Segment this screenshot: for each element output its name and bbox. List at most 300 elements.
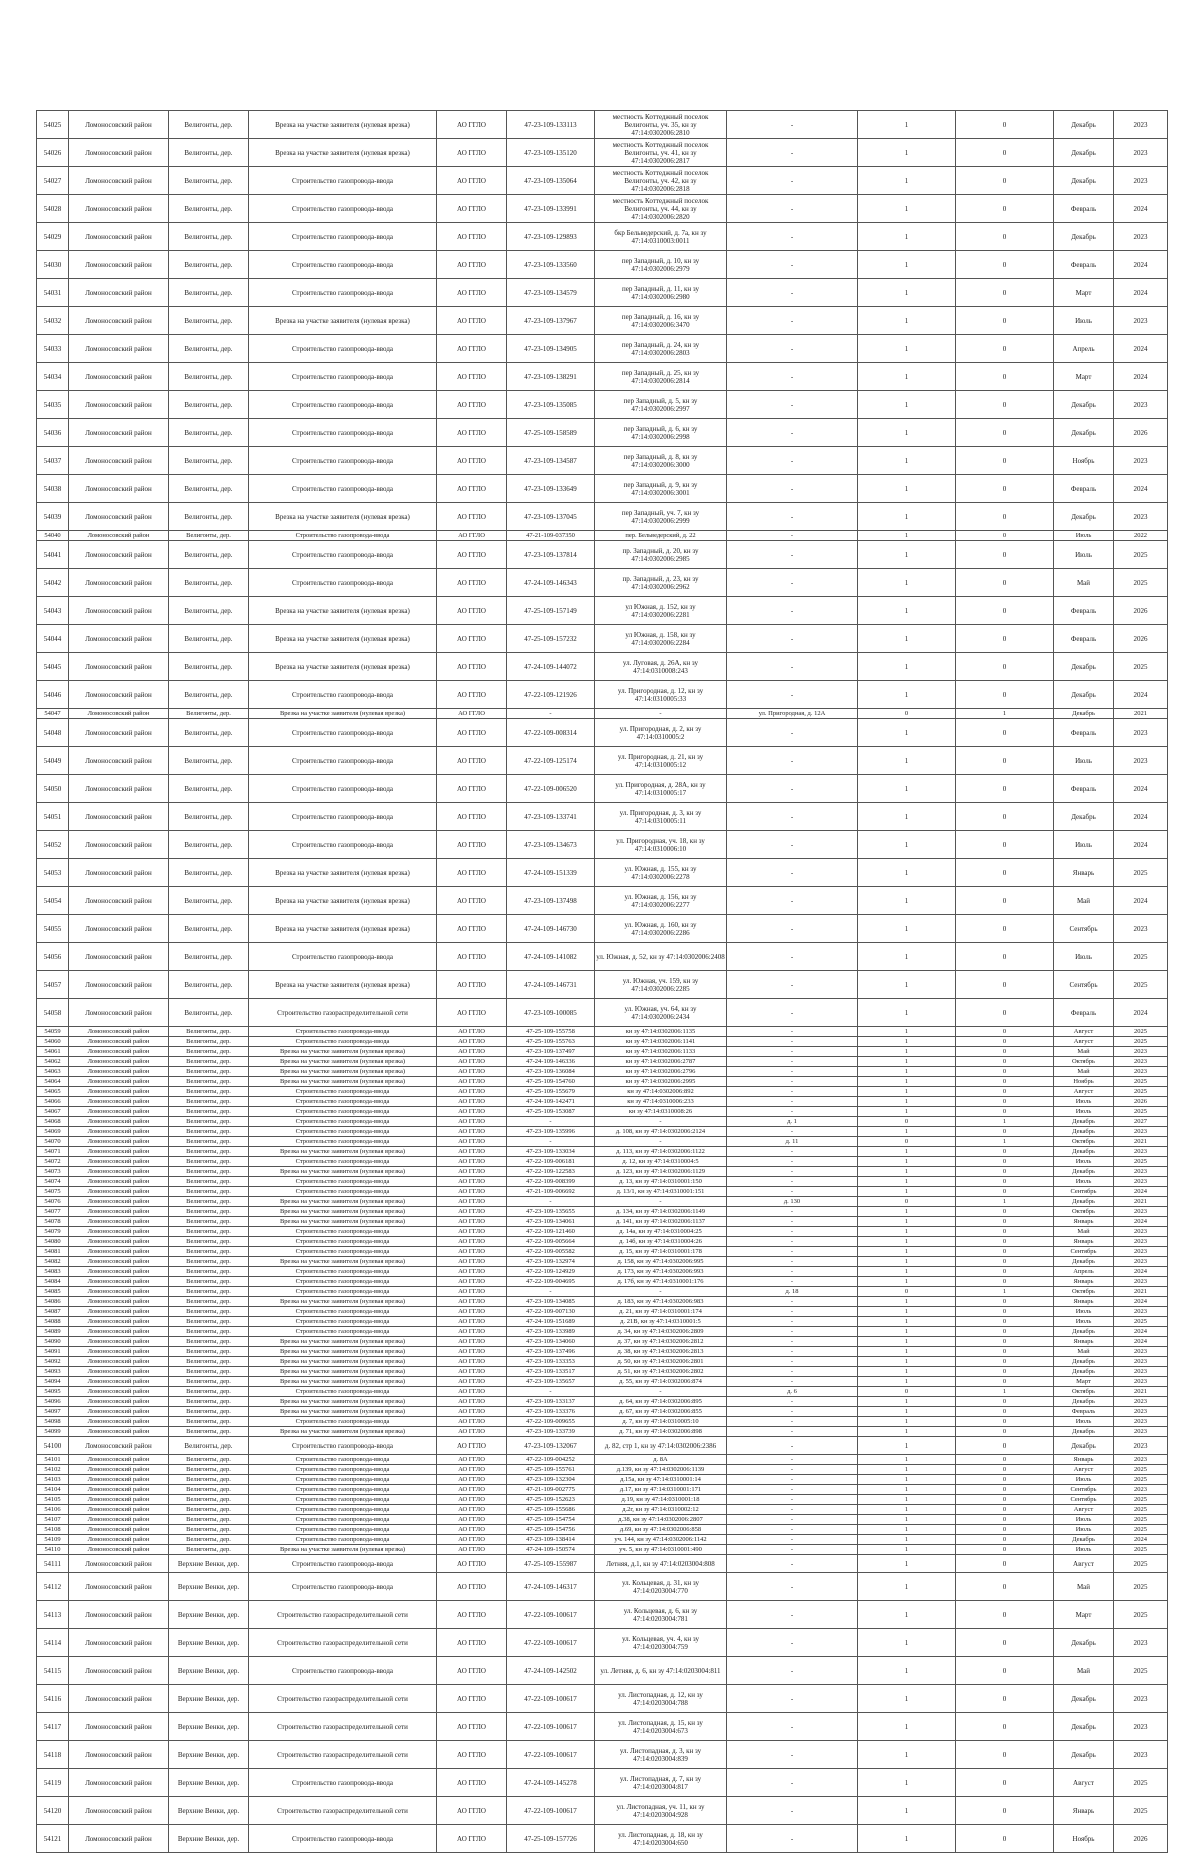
cell-address: д. 21В, кн зу 47:14:0310001:5 [595, 1317, 727, 1327]
cell-organization: АО ГГЛО [437, 1247, 507, 1257]
cell-work-type: Врезка на участке заявителя (нулевая врезка) [249, 1377, 437, 1387]
cell-application-no: 47-22-109-122583 [507, 1167, 595, 1177]
table-row [37, 1227, 1168, 1237]
cell-year: 2025 [1114, 1555, 1168, 1573]
cell-work-type: Строительство газопровода-ввода [249, 1515, 437, 1525]
cell-address: ул. Летняя, д. 6, кн зу 47:14:0203004:811 [595, 1657, 727, 1685]
cell-count-b: 0 [956, 195, 1054, 223]
cell-application-no: 47-25-109-153087 [507, 1107, 595, 1117]
cell-work-type: Строительство газопровода-ввода [249, 1825, 437, 1853]
cell-organization: АО ГГЛО [437, 1417, 507, 1427]
cell-id: 54096 [37, 1397, 69, 1407]
cell-count-a: 1 [858, 1167, 956, 1177]
cell-count-a: 1 [858, 1357, 956, 1367]
table-row [37, 1277, 1168, 1287]
cell-year: 2025 [1114, 1495, 1168, 1505]
cell-work-type: Врезка на участке заявителя (нулевая врезка) [249, 1057, 437, 1067]
cell-district: Ломоносовский район [69, 943, 169, 971]
cell-note: - [727, 1515, 858, 1525]
cell-id: 54110 [37, 1545, 69, 1555]
cell-address: д.139, кн зу 47:14:0302006:1139 [595, 1465, 727, 1475]
cell-address: кн зу 47:14:0302006:2787 [595, 1057, 727, 1067]
cell-count-a: 1 [858, 1515, 956, 1525]
cell-application-no: 47-25-109-152623 [507, 1495, 595, 1505]
cell-count-b: 0 [956, 1267, 1054, 1277]
cell-application-no: 47-22-109-004695 [507, 1277, 595, 1287]
cell-address: - [595, 1117, 727, 1127]
cell-count-a: 1 [858, 531, 956, 541]
cell-note: - [727, 1685, 858, 1713]
cell-application-no: 47-23-109-137814 [507, 541, 595, 569]
cell-year: 2023 [1114, 1417, 1168, 1427]
cell-work-type: Строительство газопровода-ввода [249, 1187, 437, 1197]
cell-organization: АО ГГЛО [437, 1197, 507, 1207]
cell-locality: Велигонты, дер. [169, 419, 249, 447]
cell-month: Май [1054, 1047, 1114, 1057]
cell-count-a: 1 [858, 1227, 956, 1237]
cell-id: 54085 [37, 1287, 69, 1297]
cell-month: Декабрь [1054, 653, 1114, 681]
cell-organization: АО ГГЛО [437, 1237, 507, 1247]
cell-address: д. 13, кн зу 47:14:0310001:150 [595, 1177, 727, 1187]
table-row [37, 803, 1168, 831]
cell-note: - [727, 1247, 858, 1257]
cell-id: 54100 [37, 1437, 69, 1455]
cell-address: пер Западный, д. 16, кн зу 47:14:0302006:3470 [595, 307, 727, 335]
cell-count-b: 0 [956, 1107, 1054, 1117]
cell-application-no: 47-24-109-146730 [507, 915, 595, 943]
cell-id: 54075 [37, 1187, 69, 1197]
cell-month: Декабрь [1054, 1147, 1114, 1157]
cell-year: 2025 [1114, 1769, 1168, 1797]
cell-count-b: 0 [956, 279, 1054, 307]
cell-year: 2025 [1114, 541, 1168, 569]
cell-district: Ломоносовский район [69, 1227, 169, 1237]
cell-locality: Велигонты, дер. [169, 111, 249, 139]
cell-address: д. 14а, кн зу 47:14:0310004:25 [595, 1227, 727, 1237]
cell-year: 2025 [1114, 1157, 1168, 1167]
cell-count-b: 0 [956, 1573, 1054, 1601]
cell-id: 54097 [37, 1407, 69, 1417]
cell-application-no: 47-23-109-133560 [507, 251, 595, 279]
cell-address: кн зу 47:14:0302006:2995 [595, 1077, 727, 1087]
cell-district: Ломоносовский район [69, 195, 169, 223]
cell-address: - [595, 1287, 727, 1297]
cell-id: 54041 [37, 541, 69, 569]
cell-address: д. 34, кн зу 47:14:0302006:2809 [595, 1327, 727, 1337]
gasification-table [36, 110, 1168, 1853]
cell-note: - [727, 1347, 858, 1357]
cell-month: Декабрь [1054, 1713, 1114, 1741]
cell-organization: АО ГГЛО [437, 1087, 507, 1097]
cell-district: Ломоносовский район [69, 335, 169, 363]
cell-application-no: 47-25-109-154754 [507, 1515, 595, 1525]
cell-count-b: 0 [956, 1087, 1054, 1097]
table-row [37, 971, 1168, 999]
cell-year: 2025 [1114, 1317, 1168, 1327]
cell-count-b: 0 [956, 1475, 1054, 1485]
cell-work-type: Врезка на участке заявителя (нулевая врезка) [249, 653, 437, 681]
cell-month: Апрель [1054, 335, 1114, 363]
cell-work-type: Строительство газопровода-ввода [249, 1267, 437, 1277]
cell-note: - [727, 1217, 858, 1227]
cell-organization: АО ГГЛО [437, 251, 507, 279]
cell-work-type: Врезка на участке заявителя (нулевая врезка) [249, 971, 437, 999]
cell-work-type: Врезка на участке заявителя (нулевая врезка) [249, 625, 437, 653]
cell-note: - [727, 1047, 858, 1057]
cell-month: Май [1054, 1227, 1114, 1237]
cell-month: Февраль [1054, 475, 1114, 503]
cell-locality: Велигонты, дер. [169, 719, 249, 747]
cell-year: 2025 [1114, 1465, 1168, 1475]
cell-address: ул Южная, д. 152, кн зу 47:14:0302006:2281 [595, 597, 727, 625]
cell-count-a: 1 [858, 391, 956, 419]
cell-application-no: 47-22-109-121460 [507, 1227, 595, 1237]
cell-work-type: Строительство газопровода-ввода [249, 1107, 437, 1117]
cell-count-b: 0 [956, 859, 1054, 887]
cell-count-b: 0 [956, 653, 1054, 681]
cell-id: 54076 [37, 1197, 69, 1207]
cell-id: 54031 [37, 279, 69, 307]
table-row [37, 1167, 1168, 1177]
cell-note: - [727, 1545, 858, 1555]
cell-district: Ломоносовский район [69, 915, 169, 943]
cell-month: Февраль [1054, 597, 1114, 625]
cell-count-a: 1 [858, 1437, 956, 1455]
cell-work-type: Строительство газопровода-ввода [249, 803, 437, 831]
table-row [37, 279, 1168, 307]
cell-month: Июль [1054, 747, 1114, 775]
cell-count-a: 1 [858, 653, 956, 681]
cell-application-no: 47-22-109-004252 [507, 1455, 595, 1465]
cell-district: Ломоносовский район [69, 1187, 169, 1197]
cell-id: 54103 [37, 1475, 69, 1485]
cell-id: 54035 [37, 391, 69, 419]
cell-organization: АО ГГЛО [437, 1067, 507, 1077]
cell-locality: Велигонты, дер. [169, 1177, 249, 1187]
cell-note: - [727, 1535, 858, 1545]
cell-note: - [727, 447, 858, 475]
cell-address: ул Южная, д. 158, кн зу 47:14:0302006:2284 [595, 625, 727, 653]
table-row [37, 709, 1168, 719]
cell-address: ул. Пригородная, д. 28А, кн зу 47:14:0310005:17 [595, 775, 727, 803]
cell-note: - [727, 1067, 858, 1077]
cell-month: Август [1054, 1087, 1114, 1097]
cell-note: - [727, 541, 858, 569]
cell-work-type: Врезка на участке заявителя (нулевая врезка) [249, 1067, 437, 1077]
cell-count-a: 1 [858, 1545, 956, 1555]
cell-year: 2023 [1114, 111, 1168, 139]
cell-id: 54074 [37, 1177, 69, 1187]
cell-count-a: 1 [858, 1207, 956, 1217]
cell-organization: АО ГГЛО [437, 1367, 507, 1377]
cell-address: пер Западный, уч. 7, кн зу 47:14:0302006:2999 [595, 503, 727, 531]
cell-month: Январь [1054, 1797, 1114, 1825]
cell-work-type: Строительство газопровода-ввода [249, 775, 437, 803]
cell-application-no: 47-23-109-133739 [507, 1427, 595, 1437]
cell-district: Ломоносовский район [69, 111, 169, 139]
cell-work-type: Строительство газопровода-ввода [249, 1027, 437, 1037]
cell-district: Ломоносовский район [69, 1247, 169, 1257]
cell-note: - [727, 1307, 858, 1317]
cell-year: 2023 [1114, 1377, 1168, 1387]
cell-locality: Велигонты, дер. [169, 681, 249, 709]
cell-address: кн зу 47:14:0302006:1133 [595, 1047, 727, 1057]
cell-work-type: Строительство газопровода-ввода [249, 1475, 437, 1485]
cell-id: 54121 [37, 1825, 69, 1853]
cell-count-b: 0 [956, 1207, 1054, 1217]
cell-id: 54092 [37, 1357, 69, 1367]
cell-address: д. 51, кн зу 47:14:0302006:2802 [595, 1367, 727, 1377]
cell-month: Январь [1054, 1455, 1114, 1465]
cell-month: Декабрь [1054, 1685, 1114, 1713]
cell-note: - [727, 1267, 858, 1277]
cell-month: Ноябрь [1054, 1077, 1114, 1087]
cell-year: 2023 [1114, 1485, 1168, 1495]
cell-count-a: 1 [858, 831, 956, 859]
cell-count-b: 0 [956, 1237, 1054, 1247]
cell-organization: АО ГГЛО [437, 1187, 507, 1197]
cell-locality: Велигонты, дер. [169, 251, 249, 279]
cell-count-b: 0 [956, 1167, 1054, 1177]
cell-month: Май [1054, 569, 1114, 597]
table-row [37, 887, 1168, 915]
cell-id: 54063 [37, 1067, 69, 1077]
cell-district: Ломоносовский район [69, 681, 169, 709]
cell-count-a: 1 [858, 1247, 956, 1257]
cell-note: - [727, 1657, 858, 1685]
cell-year: 2023 [1114, 447, 1168, 475]
cell-note: - [727, 1455, 858, 1465]
cell-district: Ломоносовский район [69, 1117, 169, 1127]
cell-district: Ломоносовский район [69, 1207, 169, 1217]
cell-locality: Велигонты, дер. [169, 1337, 249, 1347]
cell-count-b: 0 [956, 1097, 1054, 1107]
cell-note: д. 11 [727, 1137, 858, 1147]
cell-application-no: 47-23-109-134579 [507, 279, 595, 307]
cell-id: 54081 [37, 1247, 69, 1257]
cell-district: Ломоносовский район [69, 1097, 169, 1107]
cell-month: Октябрь [1054, 1057, 1114, 1067]
cell-locality: Велигонты, дер. [169, 1027, 249, 1037]
cell-month: Январь [1054, 1337, 1114, 1347]
cell-application-no: 47-23-109-135120 [507, 139, 595, 167]
cell-district: Ломоносовский район [69, 1515, 169, 1525]
cell-work-type: Строительство газопровода-ввода [249, 1307, 437, 1317]
cell-count-b: 0 [956, 419, 1054, 447]
cell-id: 54069 [37, 1127, 69, 1137]
cell-address: д. 12, кн зу 47:14:0310004:5 [595, 1157, 727, 1167]
table-row [37, 1037, 1168, 1047]
cell-district: Ломоносовский район [69, 447, 169, 475]
cell-note: - [727, 747, 858, 775]
cell-district: Ломоносовский район [69, 1027, 169, 1037]
cell-year: 2021 [1114, 1137, 1168, 1147]
cell-month: Январь [1054, 1217, 1114, 1227]
cell-month: Август [1054, 1769, 1114, 1797]
cell-locality: Велигонты, дер. [169, 1277, 249, 1287]
cell-district: Ломоносовский район [69, 1417, 169, 1427]
cell-note: - [727, 1277, 858, 1287]
table-row [37, 1417, 1168, 1427]
cell-address: кн зу 47:14:0302006:1135 [595, 1027, 727, 1037]
cell-application-no: 47-25-109-155758 [507, 1027, 595, 1037]
cell-count-b: 0 [956, 1257, 1054, 1267]
table-row [37, 1207, 1168, 1217]
cell-organization: АО ГГЛО [437, 1297, 507, 1307]
cell-address: уч. 144, кн зу 47:14:0302006:1142 [595, 1535, 727, 1545]
cell-note: - [727, 1337, 858, 1347]
cell-locality: Верхние Венки, дер. [169, 1555, 249, 1573]
cell-year: 2023 [1114, 1147, 1168, 1157]
cell-month: Октябрь [1054, 1207, 1114, 1217]
cell-organization: АО ГГЛО [437, 1097, 507, 1107]
cell-district: Ломоносовский район [69, 541, 169, 569]
cell-id: 54060 [37, 1037, 69, 1047]
cell-address: д. 14б, кн зу 47:14:0310004:26 [595, 1237, 727, 1247]
table-row [37, 1455, 1168, 1465]
table-row [37, 569, 1168, 597]
cell-organization: АО ГГЛО [437, 1117, 507, 1127]
cell-year: 2021 [1114, 1287, 1168, 1297]
cell-month: Февраль [1054, 775, 1114, 803]
cell-district: Ломоносовский район [69, 1257, 169, 1267]
cell-count-a: 1 [858, 803, 956, 831]
cell-count-a: 1 [858, 1157, 956, 1167]
cell-note: - [727, 1555, 858, 1573]
cell-work-type: Строительство газопровода-ввода [249, 223, 437, 251]
cell-district: Ломоносовский район [69, 569, 169, 597]
cell-year: 2024 [1114, 1297, 1168, 1307]
cell-district: Ломоносовский район [69, 1287, 169, 1297]
cell-district: Ломоносовский район [69, 1357, 169, 1367]
table-row [37, 251, 1168, 279]
cell-note: д. 1 [727, 1117, 858, 1127]
cell-count-b: 0 [956, 1407, 1054, 1417]
cell-locality: Велигонты, дер. [169, 307, 249, 335]
cell-note: - [727, 943, 858, 971]
cell-application-no: 47-23-109-136084 [507, 1067, 595, 1077]
cell-count-b: 0 [956, 831, 1054, 859]
table-row [37, 1825, 1168, 1853]
cell-id: 54025 [37, 111, 69, 139]
cell-locality: Велигонты, дер. [169, 1187, 249, 1197]
cell-count-a: 1 [858, 1465, 956, 1475]
document-page [36, 110, 1167, 1853]
cell-organization: АО ГГЛО [437, 625, 507, 653]
cell-id: 54118 [37, 1741, 69, 1769]
cell-organization: АО ГГЛО [437, 1387, 507, 1397]
cell-year: 2024 [1114, 1337, 1168, 1347]
cell-locality: Велигонты, дер. [169, 167, 249, 195]
cell-month: Декабрь [1054, 503, 1114, 531]
cell-month: Декабрь [1054, 419, 1114, 447]
cell-locality: Велигонты, дер. [169, 363, 249, 391]
cell-application-no: - [507, 1387, 595, 1397]
cell-count-a: 1 [858, 1485, 956, 1495]
cell-application-no: 47-21-109-006692 [507, 1187, 595, 1197]
cell-count-a: 1 [858, 1629, 956, 1657]
cell-id: 54070 [37, 1137, 69, 1147]
cell-work-type: Врезка на участке заявителя (нулевая врезка) [249, 915, 437, 943]
cell-locality: Велигонты, дер. [169, 1367, 249, 1377]
cell-district: Ломоносовский район [69, 1475, 169, 1485]
cell-note: - [727, 887, 858, 915]
cell-district: Ломоносовский район [69, 1377, 169, 1387]
cell-application-no: 47-23-109-133034 [507, 1147, 595, 1157]
cell-organization: АО ГГЛО [437, 1657, 507, 1685]
cell-year: 2024 [1114, 363, 1168, 391]
table-row [37, 1465, 1168, 1475]
cell-application-no: 47-22-109-100617 [507, 1797, 595, 1825]
cell-year: 2023 [1114, 719, 1168, 747]
cell-work-type: Строительство газопровода-ввода [249, 391, 437, 419]
cell-count-a: 1 [858, 363, 956, 391]
cell-year: 2025 [1114, 1525, 1168, 1535]
cell-id: 54104 [37, 1485, 69, 1495]
cell-work-type: Строительство газопровода-ввода [249, 1495, 437, 1505]
cell-count-a: 1 [858, 251, 956, 279]
cell-year: 2023 [1114, 1367, 1168, 1377]
cell-locality: Велигонты, дер. [169, 1525, 249, 1535]
cell-year: 2024 [1114, 1535, 1168, 1545]
cell-locality: Велигонты, дер. [169, 915, 249, 943]
cell-application-no: 47-23-109-134085 [507, 1297, 595, 1307]
cell-locality: Велигонты, дер. [169, 569, 249, 597]
cell-organization: АО ГГЛО [437, 1377, 507, 1387]
cell-work-type: Строительство газопровода-ввода [249, 1177, 437, 1187]
table-row [37, 1485, 1168, 1495]
cell-district: Ломоносовский район [69, 1307, 169, 1317]
cell-count-a: 1 [858, 1147, 956, 1157]
cell-work-type: Врезка на участке заявителя (нулевая врезка) [249, 1217, 437, 1227]
cell-year: 2024 [1114, 279, 1168, 307]
cell-note: - [727, 971, 858, 999]
cell-organization: АО ГГЛО [437, 223, 507, 251]
cell-year: 2023 [1114, 1177, 1168, 1187]
cell-application-no: - [507, 1287, 595, 1297]
cell-work-type: Врезка на участке заявителя (нулевая врезка) [249, 1545, 437, 1555]
cell-district: Ломоносовский район [69, 1057, 169, 1067]
cell-address: д.38, кн зу 47:14:0302006:2807 [595, 1515, 727, 1525]
cell-id: 54105 [37, 1495, 69, 1505]
cell-note: - [727, 1317, 858, 1327]
cell-count-a: 1 [858, 1573, 956, 1601]
cell-year: 2025 [1114, 1037, 1168, 1047]
cell-note: - [727, 195, 858, 223]
cell-count-b: 0 [956, 1377, 1054, 1387]
cell-work-type: Врезка на участке заявителя (нулевая врезка) [249, 1047, 437, 1057]
cell-count-a: 1 [858, 503, 956, 531]
cell-organization: АО ГГЛО [437, 1427, 507, 1437]
cell-count-b: 0 [956, 1629, 1054, 1657]
cell-organization: АО ГГЛО [437, 719, 507, 747]
cell-organization: АО ГГЛО [437, 1037, 507, 1047]
cell-application-no: 47-25-109-154760 [507, 1077, 595, 1087]
cell-organization: АО ГГЛО [437, 1797, 507, 1825]
cell-count-a: 1 [858, 1657, 956, 1685]
cell-locality: Велигонты, дер. [169, 775, 249, 803]
cell-year: 2023 [1114, 503, 1168, 531]
cell-district: Ломоносовский район [69, 1407, 169, 1417]
cell-year: 2024 [1114, 999, 1168, 1027]
cell-district: Ломоносовский район [69, 167, 169, 195]
cell-year: 2025 [1114, 653, 1168, 681]
cell-work-type: Строительство газопровода-ввода [249, 1237, 437, 1247]
cell-locality: Велигонты, дер. [169, 1407, 249, 1417]
cell-application-no: 47-25-109-157149 [507, 597, 595, 625]
cell-month: Февраль [1054, 999, 1114, 1027]
